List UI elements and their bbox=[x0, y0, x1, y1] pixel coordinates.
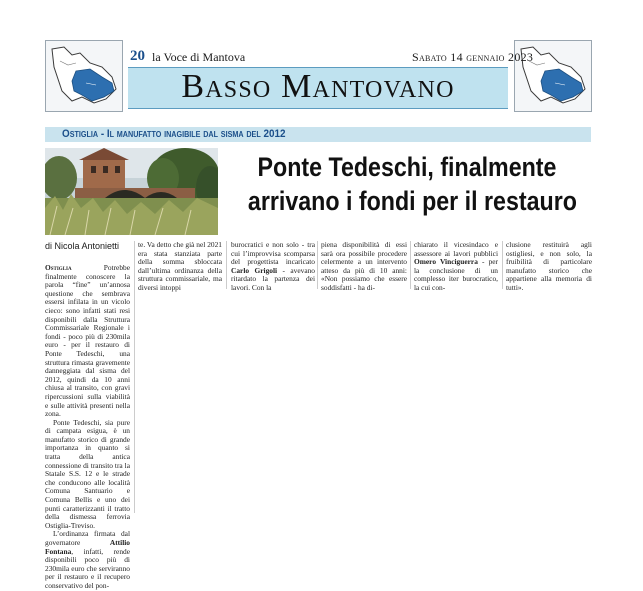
paragraph bbox=[45, 264, 130, 419]
paragraph-text: , infatti, rende disponibili poco più di 230mila euro che serviranno per il restauro e il recupero conservativo del pon- bbox=[45, 546, 130, 590]
paragraph: clusione restituirà agli ostigliesi, e non solo, la fruibilità di particolare manufatto storico che appartiene alla memoria di tutti». bbox=[506, 240, 592, 292]
bridge-photo-image bbox=[45, 148, 218, 235]
paragraph-text: - per la conclusione di un complesso iter burocratico, la cui con- bbox=[414, 257, 498, 292]
paragraph bbox=[414, 241, 498, 293]
paragraph: Ponte Tedeschi, sia pure di campata esigua, è un manufatto storico di grande importanza in quanto si tratta della antica connessione di transito tra la Statale S.S. 12 e le strade che conducono alle località Comuna Santuario e Comuna Bellis e uno dei punti caratterizzanti il tratto della dismessa ferrovia Ostiglia-Treviso. bbox=[45, 417, 130, 530]
paragraph-text: burocratici e non solo - tra cui l’improvvisa scomparsa del progettista incaricato bbox=[231, 240, 315, 267]
bridge-photo bbox=[45, 148, 218, 235]
publication-name: la Voce di Mantova bbox=[152, 50, 246, 64]
person-name: Omero Vinciguerra bbox=[414, 257, 478, 267]
paragraph-text: Potrebbe finalmente conoscere la parola “fine” un’annosa questione che sembrava essersi infilata in un vicolo cieco: sono infatti stati resi disponibili dalla Struttura Commissariale Regionale i fondi - poco più di 230mila euro - per il restauro di Ponte Tedeschi, una struttura rimasta gravemente danneggiata dal sisma del 2012, quindi da 10 anni chiusa al transito, con gravi ripercussioni sulla viabilità e sulle attività presenti nella zona. bbox=[45, 263, 130, 419]
article-kicker: Ostiglia - Il manufatto inagibile dal sisma del 2012 bbox=[62, 128, 286, 140]
paragraph bbox=[231, 241, 315, 293]
province-map-left-icon bbox=[46, 41, 122, 111]
column-rule bbox=[502, 241, 503, 289]
person-name: Carlo Grigoli bbox=[231, 265, 278, 275]
paragraph-text: L’ordinanza firmata dal governatore bbox=[45, 529, 130, 547]
article-column-6 bbox=[506, 241, 592, 293]
headline-line-1: Ponte Tedeschi, finalmente bbox=[257, 152, 557, 182]
column-rule bbox=[410, 241, 411, 289]
paragraph-text: chiarato il vicesindaco e assessore ai lavori pubblici bbox=[414, 240, 498, 258]
article-column-2 bbox=[138, 241, 222, 293]
paragraph bbox=[45, 530, 130, 590]
page-number: 20 bbox=[130, 48, 145, 64]
column-rule bbox=[226, 241, 227, 289]
article-column-5 bbox=[414, 241, 498, 293]
paragraph-text: - avevano ritardato la partenza dei lavori. Con la bbox=[231, 265, 315, 292]
dateline: Ostiglia bbox=[45, 263, 72, 272]
column-rule bbox=[317, 241, 318, 289]
article-column-3 bbox=[231, 241, 315, 293]
article-headline bbox=[247, 150, 577, 218]
province-map-left bbox=[45, 40, 123, 112]
publication-date: Sabato 14 gennaio 2023 bbox=[412, 50, 534, 64]
paragraph: piena disponibilità di essi sarà ora possibile procedere celermente a un intervento atteso da più di 10 anni: «Non possiamo che essere soddisfatti - ha di- bbox=[321, 240, 407, 292]
column-rule bbox=[134, 241, 135, 513]
headline-line-2: arrivano i fondi per il restauro bbox=[247, 186, 577, 216]
article-column-4 bbox=[321, 241, 407, 293]
article-author: di Nicola Antonietti bbox=[45, 241, 120, 251]
person-name: Attilio Fontana bbox=[45, 538, 130, 556]
article-column-1 bbox=[45, 264, 130, 591]
section-title: Basso Mantovano bbox=[181, 68, 455, 105]
paragraph: te. Va detto che già nel 2021 era stata stanziata parte della somma sbloccata dall’ultima ordinanza della struttura commissariale, ma diversi intoppi bbox=[138, 240, 222, 292]
